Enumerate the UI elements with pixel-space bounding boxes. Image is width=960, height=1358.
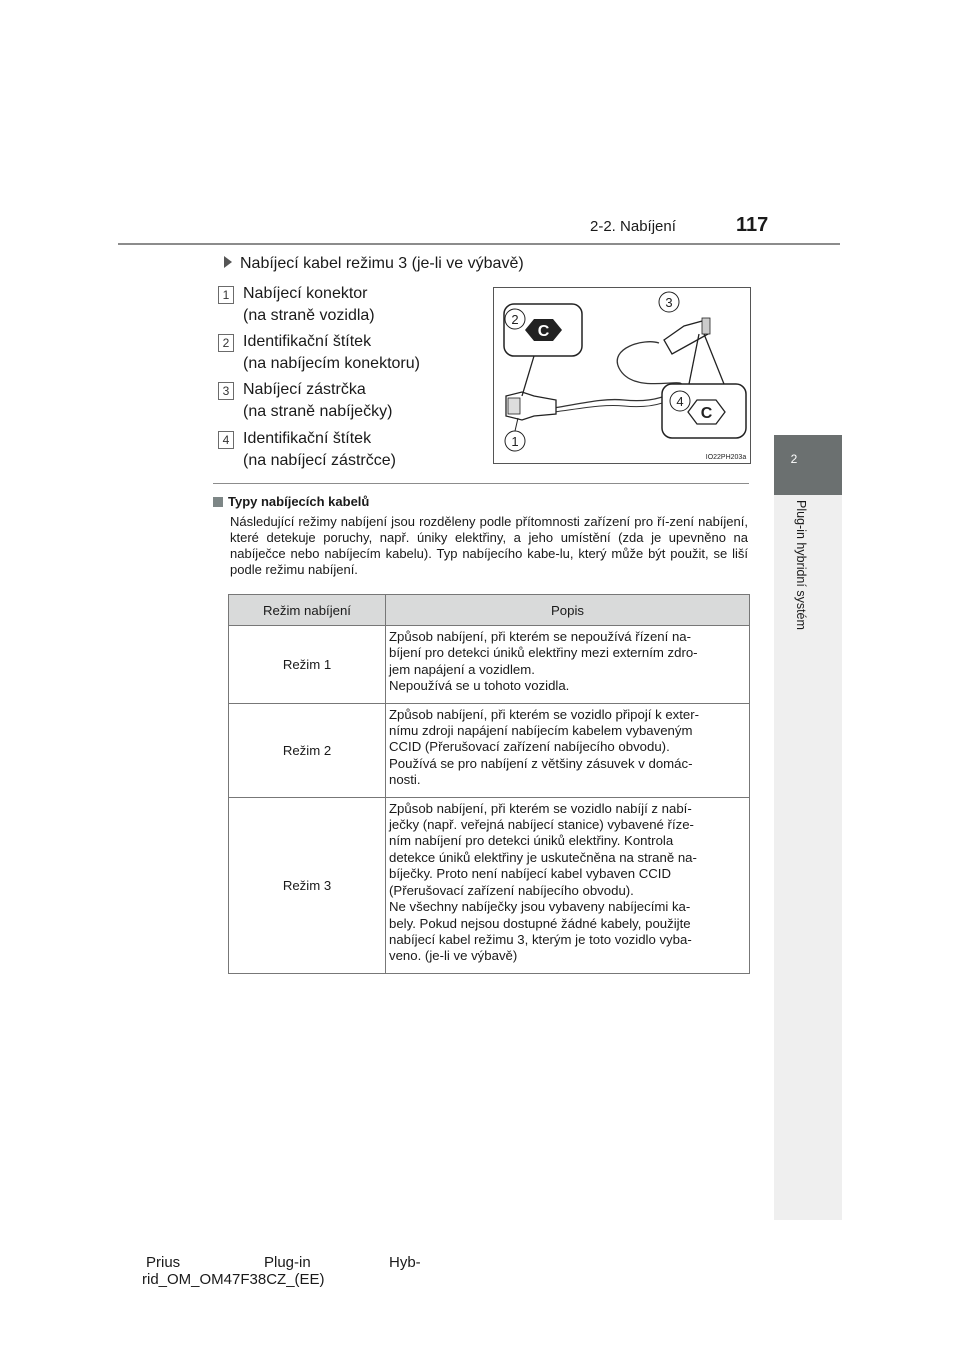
legend-number: 1: [218, 286, 234, 304]
page-number: 117: [736, 214, 769, 236]
badge-c-text: C: [537, 323, 550, 340]
callout-3: 3: [665, 295, 673, 310]
section-rule: [213, 483, 749, 484]
cable-subheading: Nabíjecí kabel režimu 3 (je-li ve výbavě): [224, 255, 524, 273]
legend-line2: (na nabíjecím konektoru): [243, 355, 420, 372]
chapter-label: Plug-in hybridní systém: [794, 500, 808, 630]
legend-number: 4: [218, 431, 234, 449]
column-header: Popis: [386, 595, 750, 626]
mode-cell: Režim 2: [229, 703, 386, 797]
footer-word: Hyb-: [389, 1254, 421, 1271]
badge-c-text: C: [700, 405, 713, 422]
triangle-bullet-icon: [224, 256, 232, 268]
footer-word: Prius: [146, 1254, 181, 1271]
chapter-tab: [774, 435, 842, 495]
header-rule: [118, 243, 840, 245]
section-title: 2-2. Nabíjení: [590, 218, 676, 235]
legend-line2: (na nabíjecí zástrčce): [243, 452, 396, 469]
legend-number: 3: [218, 382, 234, 400]
table-row: [229, 626, 750, 704]
footer-word: Plug-in: [264, 1254, 311, 1271]
legend-number: 2: [218, 334, 234, 352]
mode-cell: Režim 3: [229, 797, 386, 973]
legend-line2: (na straně vozidla): [243, 307, 375, 324]
column-header: Režim nabíjení: [229, 595, 386, 626]
chapter-number: 2: [790, 452, 798, 466]
legend-line1: Nabíjecí konektor: [243, 285, 368, 302]
legend-line1: Identifikační štítek: [243, 333, 372, 350]
callout-1: 1: [511, 434, 519, 449]
legend-line1: Identifikační štítek: [243, 430, 372, 447]
table-header-row: [229, 595, 750, 626]
figure-id: IO22PH203a: [705, 454, 747, 461]
cable-drawing: [494, 288, 750, 463]
description-cell: Způsob nabíjení, při kterém se nepoužívá řízení na- bíjení pro detekci úniků elektřiny mezi externím zdro- jem napájení a vozidlem. Nepoužívá se u tohoto vozidla.: [386, 626, 750, 704]
types-heading: Typy nabíjecích kabelů: [213, 494, 369, 509]
description-cell: Způsob nabíjení, při kterém se vozidlo připojí k exter- nímu zdroji napájení nabíjecím kabelem vybaveným CCID (Přerušovací zařízení nabíjecího obvodu). Používá se pro nabíjení z většiny zásuvek v domác- nosti.: [386, 703, 750, 797]
table-row: [229, 703, 750, 797]
charging-cable-illustration: [493, 287, 751, 464]
types-paragraph: Následující režimy nabíjení jsou rozděleny podle přítomnosti zařízení pro ří-zení nabíjení, které detekuje poruchy, např. úniky elektřiny, a jeho umístění (zda je upevněno na nabíječce nebo nabíjecím kabelu). Typ nabíjecího kabe-lu, který může být použit, se liší podle režimu nabíjení.: [230, 514, 748, 577]
footer-doc-id: rid_OM_OM47F38CZ_(EE): [142, 1271, 325, 1288]
callout-2: 2: [511, 312, 519, 327]
mode-cell: Režim 1: [229, 626, 386, 704]
legend-line2: (na straně nabíječky): [243, 403, 393, 420]
square-bullet-icon: [213, 497, 223, 507]
table-row: [229, 797, 750, 973]
legend-line1: Nabíjecí zástrčka: [243, 381, 366, 398]
description-cell: Způsob nabíjení, při kterém se vozidlo nabíjí z nabí- ječky (např. veřejná nabíjecí stanice) vybavené říze- ním nabíjení pro detekci úniků elektřiny. Kontrola detekce úniků elektřiny je uskutečněna na straně na- bíječky. Proto není nabíjecí kabel vybaven CCID (Přerušovací zařízení nabíjecího obvodu). Ne všechny nabíječky jsou vybaveny nabíjecími ka- bely. Pokud nejsou dostupné žádné kabely, použijte nabíjecí kabel režimu 3, kterým je toto vozidlo vyba- veno. (je-li ve výbavě): [386, 797, 750, 973]
charging-modes-table: [228, 594, 750, 974]
callout-4: 4: [676, 394, 684, 409]
